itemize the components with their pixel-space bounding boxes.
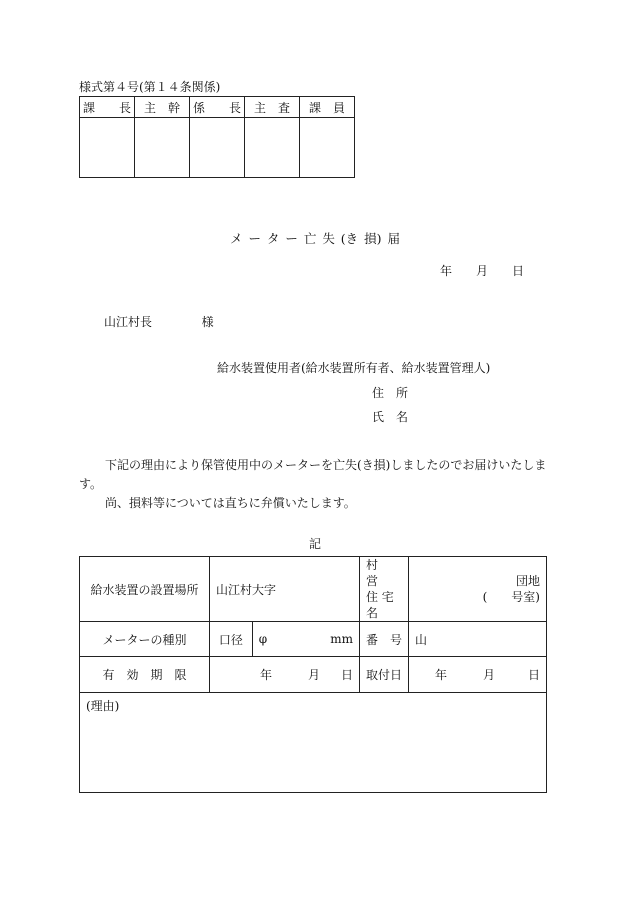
addressee-name: 山江村長 bbox=[104, 315, 153, 329]
approval-header-section-chief: 課 長 bbox=[80, 97, 135, 118]
date-month: 月 bbox=[476, 264, 489, 278]
meter-type-label: メーターの種別 bbox=[80, 622, 210, 657]
reason-label: (理由) bbox=[86, 699, 120, 713]
body-line-2: 尚、損料等については直ちに弁償いたします。 bbox=[105, 496, 356, 510]
expiry-day: 日 bbox=[340, 668, 353, 682]
form-number-label: 様式第４号(第１４条関係) bbox=[79, 80, 221, 94]
approval-stamp-table bbox=[79, 96, 355, 178]
stamp-box[interactable] bbox=[80, 118, 135, 178]
caliber-label: 口径 bbox=[209, 622, 252, 657]
expiry-label: 有 効 期 限 bbox=[80, 657, 210, 693]
location-value[interactable]: 山江村大字 bbox=[209, 557, 359, 622]
reason-cell[interactable] bbox=[80, 693, 547, 793]
approval-header-inspector: 主 査 bbox=[245, 97, 300, 118]
expiry-month: 月 bbox=[307, 668, 320, 682]
body-text bbox=[79, 456, 549, 513]
location-label: 給水装置の設置場所 bbox=[80, 557, 210, 622]
approval-header-subsection-chief: 係 長 bbox=[190, 97, 245, 118]
meter-number-label: 番 号 bbox=[359, 622, 408, 657]
applicant-name-label: 氏 名 bbox=[372, 410, 409, 424]
meter-number-value[interactable]: 山 bbox=[408, 622, 546, 657]
stamp-box[interactable] bbox=[135, 118, 190, 178]
install-day: 日 bbox=[527, 668, 540, 682]
stamp-box[interactable] bbox=[300, 118, 355, 178]
housing-name-cell[interactable] bbox=[408, 557, 546, 622]
date-year: 年 bbox=[440, 264, 453, 278]
applicant-heading: 給水装置使用者(給水装置所有者、給水装置管理人) bbox=[217, 361, 491, 375]
install-month: 月 bbox=[482, 668, 495, 682]
expiry-date-cell[interactable] bbox=[209, 657, 359, 693]
applicant-address-label: 住 所 bbox=[372, 386, 409, 400]
mm-unit: mm bbox=[330, 632, 353, 646]
village-housing-label-1: 村 営 bbox=[365, 558, 402, 588]
room-number-text: ( 号室) bbox=[482, 590, 540, 604]
phi-symbol: φ bbox=[258, 632, 268, 646]
danchi-text: 団地 bbox=[515, 574, 540, 588]
stamp-box[interactable] bbox=[190, 118, 245, 178]
caliber-value[interactable] bbox=[252, 622, 359, 657]
document-title: メ ー タ ー 亡 失 (き 損) 届 bbox=[229, 231, 401, 246]
install-date-label: 取付日 bbox=[359, 657, 408, 693]
install-year: 年 bbox=[434, 668, 447, 682]
install-date-cell[interactable] bbox=[408, 657, 546, 693]
approval-header-chief-officer: 主 幹 bbox=[135, 97, 190, 118]
addressee-honorific: 様 bbox=[201, 315, 214, 329]
date-day: 日 bbox=[512, 264, 525, 278]
stamp-box[interactable] bbox=[245, 118, 300, 178]
approval-header-staff: 課 員 bbox=[300, 97, 355, 118]
addressee bbox=[104, 313, 214, 330]
village-housing-label bbox=[359, 557, 408, 622]
ki-heading: 記 bbox=[308, 537, 321, 551]
expiry-year: 年 bbox=[259, 668, 272, 682]
body-line-1: 下記の理由により保管使用中のメーターを亡失(き損)しましたのでお届けいたします。 bbox=[79, 458, 547, 491]
details-table bbox=[79, 556, 547, 793]
village-housing-label-2: 住 宅 名 bbox=[365, 590, 394, 620]
